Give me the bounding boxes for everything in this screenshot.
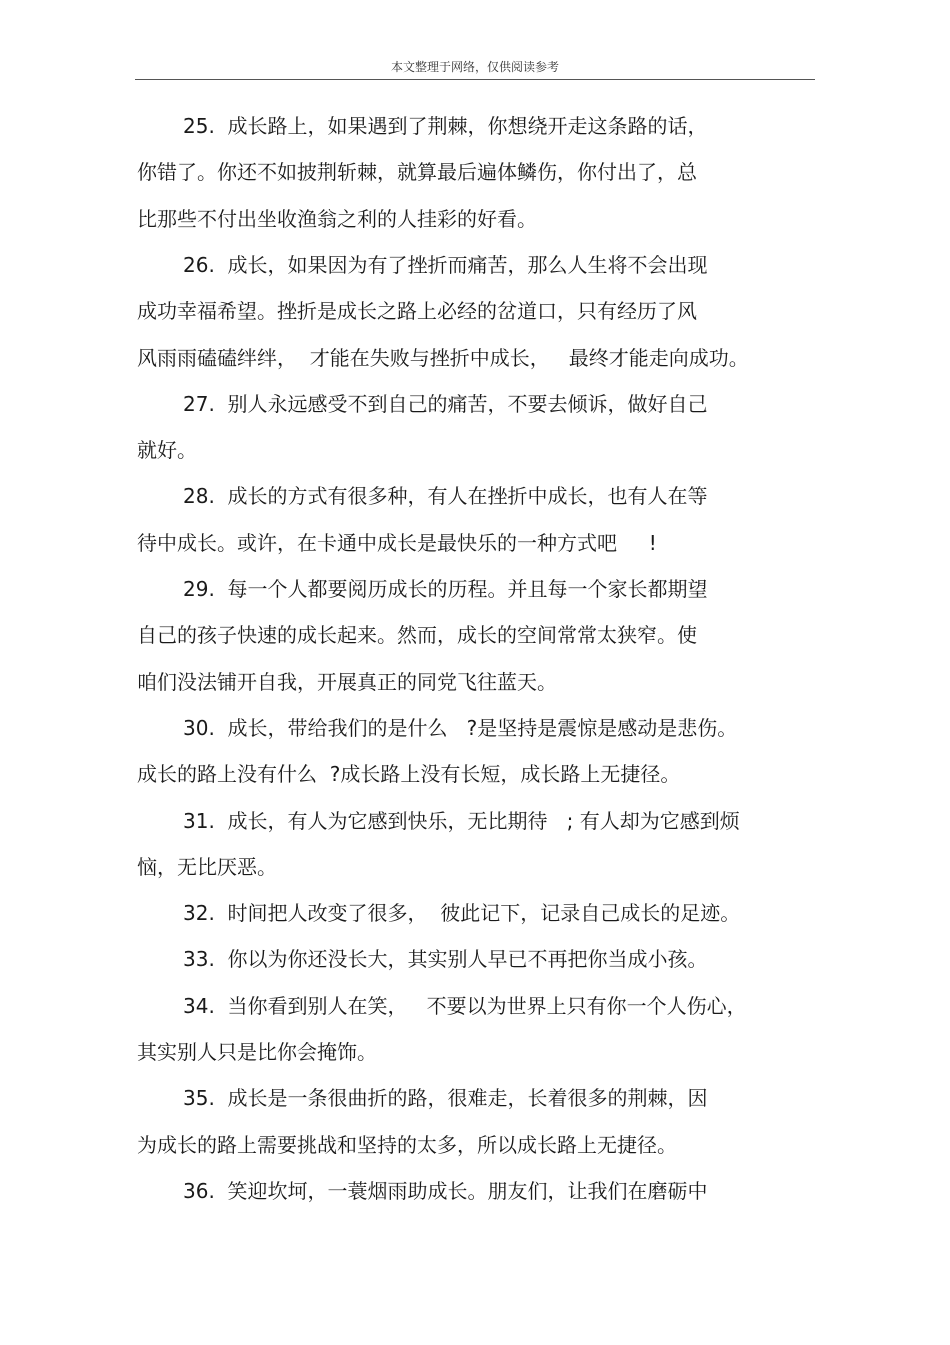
paragraph-first-line: 28. 成长的方式有很多种，有人在挫折中成长，也有人在等 [183,484,708,508]
paragraph-first-line: 25. 成长路上，如果遇到了荆棘，你想绕开走这条路的话， [183,114,708,138]
header-divider [135,79,815,80]
paragraph-line: 成长的路上没有什么 ?成长路上没有长短，成长路上无捷径。 [137,762,681,786]
paragraph-first-line: 29. 每一个人都要阅历成长的历程。并且每一个家长都期望 [183,577,708,601]
paragraph-line: 风雨雨磕磕绊绊， 才能在失败与挫折中成长， 最终才能走向成功。 [137,346,749,370]
paragraph-first-line: 35. 成长是一条很曲折的路，很难走，长着很多的荆棘，因 [183,1086,708,1110]
page-header: 本文整理于网络，仅供阅读参考 [390,60,559,74]
paragraph-line: 其实别人只是比你会掩饰。 [137,1040,377,1064]
paragraph-line: 待中成长。或许，在卡通中成长是最快乐的一种方式吧 ! [137,531,657,555]
paragraph-line: 你错了。你还不如披荆斩棘，就算最后遍体鳞伤，你付出了，总 [137,160,697,184]
paragraph-first-line: 26. 成长，如果因为有了挫折而痛苦，那么人生将不会出现 [183,253,708,277]
paragraph-first-line: 32. 时间把人改变了很多， 彼此记下，记录自己成长的足迹。 [183,901,741,925]
paragraph-first-line: 31. 成长，有人为它感到快乐，无比期待 ; 有人却为它感到烦 [183,809,740,833]
paragraph-line: 恼，无比厌恶。 [137,855,277,879]
paragraph-first-line: 30. 成长，带给我们的是什么 ?是坚持是震惊是感动是悲伤。 [183,716,738,740]
paragraph-line: 成功幸福希望。挫折是成长之路上必经的岔道口，只有经历了风 [137,299,697,323]
paragraph-first-line: 27. 别人永远感受不到自己的痛苦，不要去倾诉，做好自己 [183,392,708,416]
paragraph-first-line: 33. 你以为你还没长大，其实别人早已不再把你当成小孩。 [183,947,708,971]
paragraph-first-line: 34. 当你看到别人在笑， 不要以为世界上只有你一个人伤心， [183,994,747,1018]
paragraph-line: 就好。 [137,438,197,462]
paragraph-line: 咱们没法铺开自我，开展真正的同党飞往蓝天。 [137,670,557,694]
paragraph-line: 比那些不付出坐收渔翁之利的人挂彩的好看。 [137,207,537,231]
paragraph-line: 为成长的路上需要挑战和坚持的太多，所以成长路上无捷径。 [137,1133,677,1157]
paragraph-first-line: 36. 笑迎坎坷，一蓑烟雨助成长。朋友们，让我们在磨砺中 [183,1179,708,1203]
paragraph-line: 自己的孩子快速的成长起来。然而，成长的空间常常太狭窄。使 [137,623,697,647]
